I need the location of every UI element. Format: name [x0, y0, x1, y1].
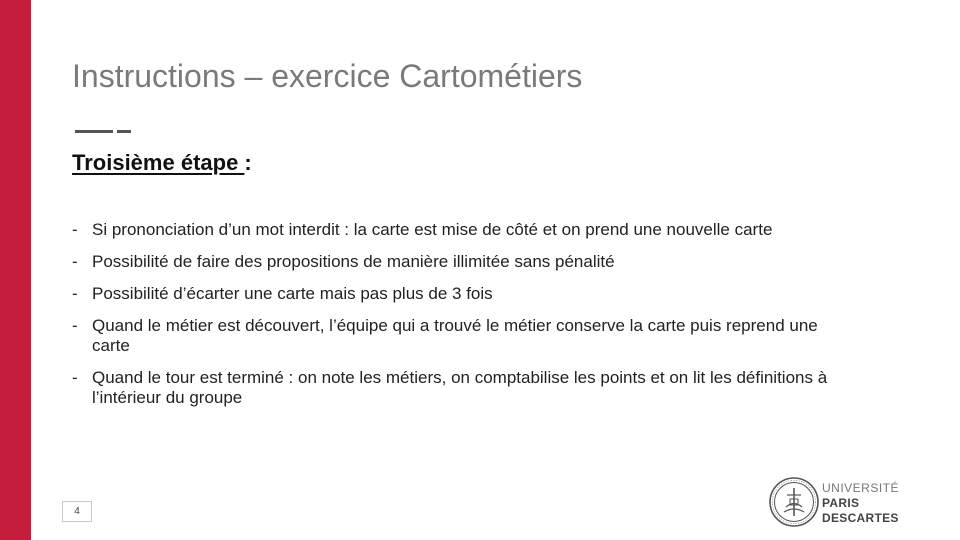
accent-bar	[0, 0, 31, 540]
bullet-list	[70, 220, 860, 420]
bullet-marker: -	[72, 316, 78, 335]
title-underline-short	[117, 130, 131, 133]
bullet-item	[70, 316, 860, 356]
logo-wordmark	[822, 481, 899, 526]
bullet-text: Si prononciation d’un mot interdit : la carte est mise de côté et on prend une nouvelle carte	[92, 220, 773, 239]
university-logo	[768, 476, 918, 530]
logo-line-universite: UNIVERSITÉ	[822, 481, 900, 495]
slide-title: Instructions – exercice Cartométiers	[72, 58, 583, 94]
bullet-item	[70, 252, 860, 272]
bullet-item	[70, 368, 860, 408]
bullet-item	[70, 284, 860, 304]
university-seal-icon	[768, 476, 820, 528]
section-heading	[72, 150, 252, 176]
bullet-text: Quand le tour est terminé : on note les métiers, on comptabilise les points et on lit les définitions à l’intérieur du groupe	[92, 368, 828, 407]
section-heading-underlined: Troisième étape	[72, 150, 245, 175]
bullet-marker: -	[72, 220, 78, 239]
section-heading-colon: :	[244, 150, 252, 175]
title-underline-long	[75, 130, 113, 133]
logo-line-descartes: DESCARTES	[822, 511, 899, 525]
bullet-marker: -	[72, 368, 78, 387]
bullet-item	[70, 220, 860, 240]
bullet-marker: -	[72, 252, 78, 271]
bullet-text: Quand le métier est découvert, l’équipe qui a trouvé le métier conserve la carte puis reprend une carte	[92, 316, 818, 355]
bullet-text: Possibilité de faire des propositions de manière illimitée sans pénalité	[92, 252, 615, 271]
bullet-text: Possibilité d’écarter une carte mais pas plus de 3 fois	[92, 284, 493, 303]
logo-line-paris: PARIS	[822, 496, 860, 510]
bullet-marker: -	[72, 284, 78, 303]
page-number: 4	[62, 501, 92, 522]
